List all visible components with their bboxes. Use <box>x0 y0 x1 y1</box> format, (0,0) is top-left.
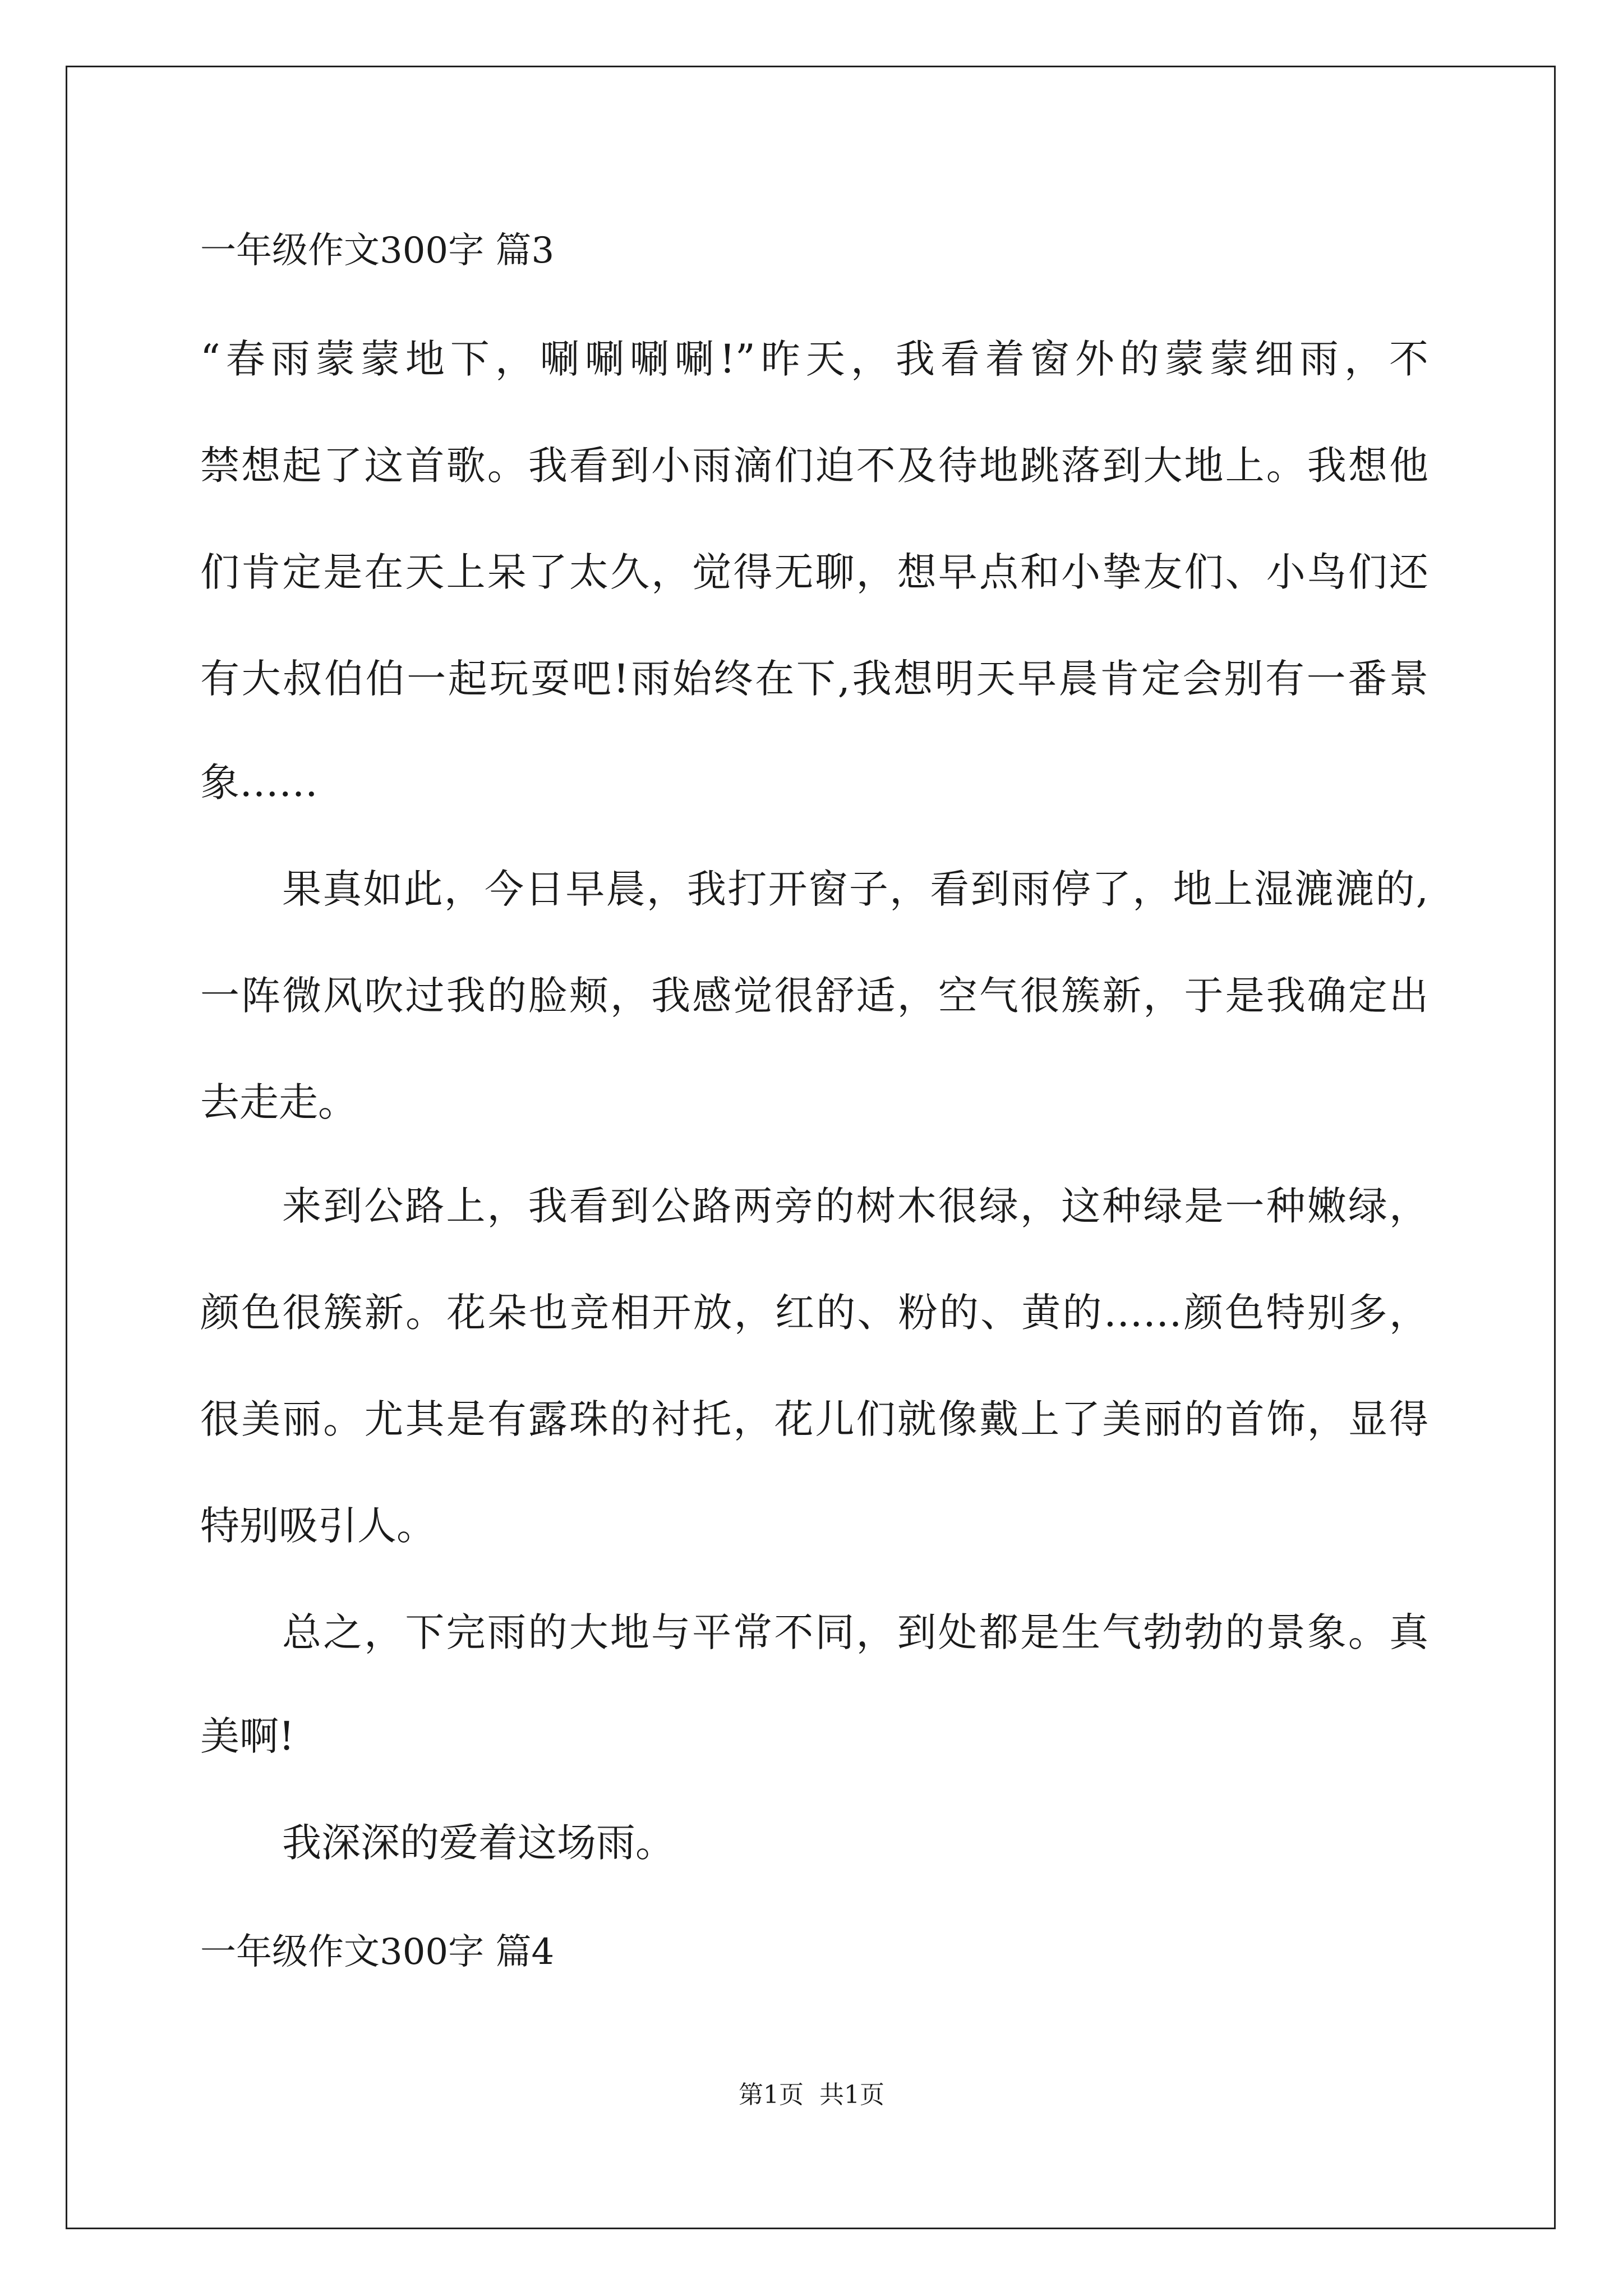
paragraph-1-line-5: 象…… <box>200 760 318 806</box>
paragraph-4-line-2: 美啊! <box>200 1713 295 1759</box>
paragraph-3-line-2: 颜色很簇新。花朵也竞相开放，红的、粉的、黄的……颜色特别多， <box>200 1290 1428 1336</box>
paragraph-4-line-1: 总之，下完雨的大地与平常不同，到处都是生气勃勃的景象。真 <box>282 1609 1428 1655</box>
paragraph-2-line-2: 一阵微风吹过我的脸颊，我感觉很舒适，空气很簇新，于是我确定出 <box>200 973 1428 1019</box>
page-footer: 第1页 共1页 <box>739 2081 884 2109</box>
paragraph-1-line-1: “春雨蒙蒙地下，唰唰唰唰!”昨天，我看着窗外的蒙蒙细雨，不 <box>200 336 1428 382</box>
section-title-3: 一年级作文300字 篇3 <box>200 230 555 272</box>
paragraph-3-line-1: 来到公路上，我看到公路两旁的树木很绿，这种绿是一种嫩绿， <box>282 1183 1428 1229</box>
paragraph-3-line-3: 很美丽。尤其是有露珠的衬托，花儿们就像戴上了美丽的首饰，显得 <box>200 1396 1428 1442</box>
paragraph-2-line-3: 去走走。 <box>200 1079 357 1125</box>
page-border <box>66 66 1556 2229</box>
paragraph-3-line-4: 特别吸引人。 <box>200 1503 436 1549</box>
paragraph-5-line-1: 我深深的爱着这场雨。 <box>282 1820 675 1866</box>
paragraph-2-line-1: 果真如此，今日早晨，我打开窗子，看到雨停了，地上湿漉漉的, <box>282 866 1428 912</box>
paragraph-1-line-3: 们肯定是在天上呆了太久，觉得无聊，想早点和小挚友们、小鸟们还 <box>200 549 1428 595</box>
section-title-4: 一年级作文300字 篇4 <box>200 1931 555 1973</box>
paragraph-1-line-2: 禁想起了这首歌。我看到小雨滴们迫不及待地跳落到大地上。我想他 <box>200 443 1428 489</box>
paragraph-1-line-4: 有大叔伯伯一起玩耍吧!雨始终在下,我想明天早晨肯定会别有一番景 <box>200 656 1428 702</box>
